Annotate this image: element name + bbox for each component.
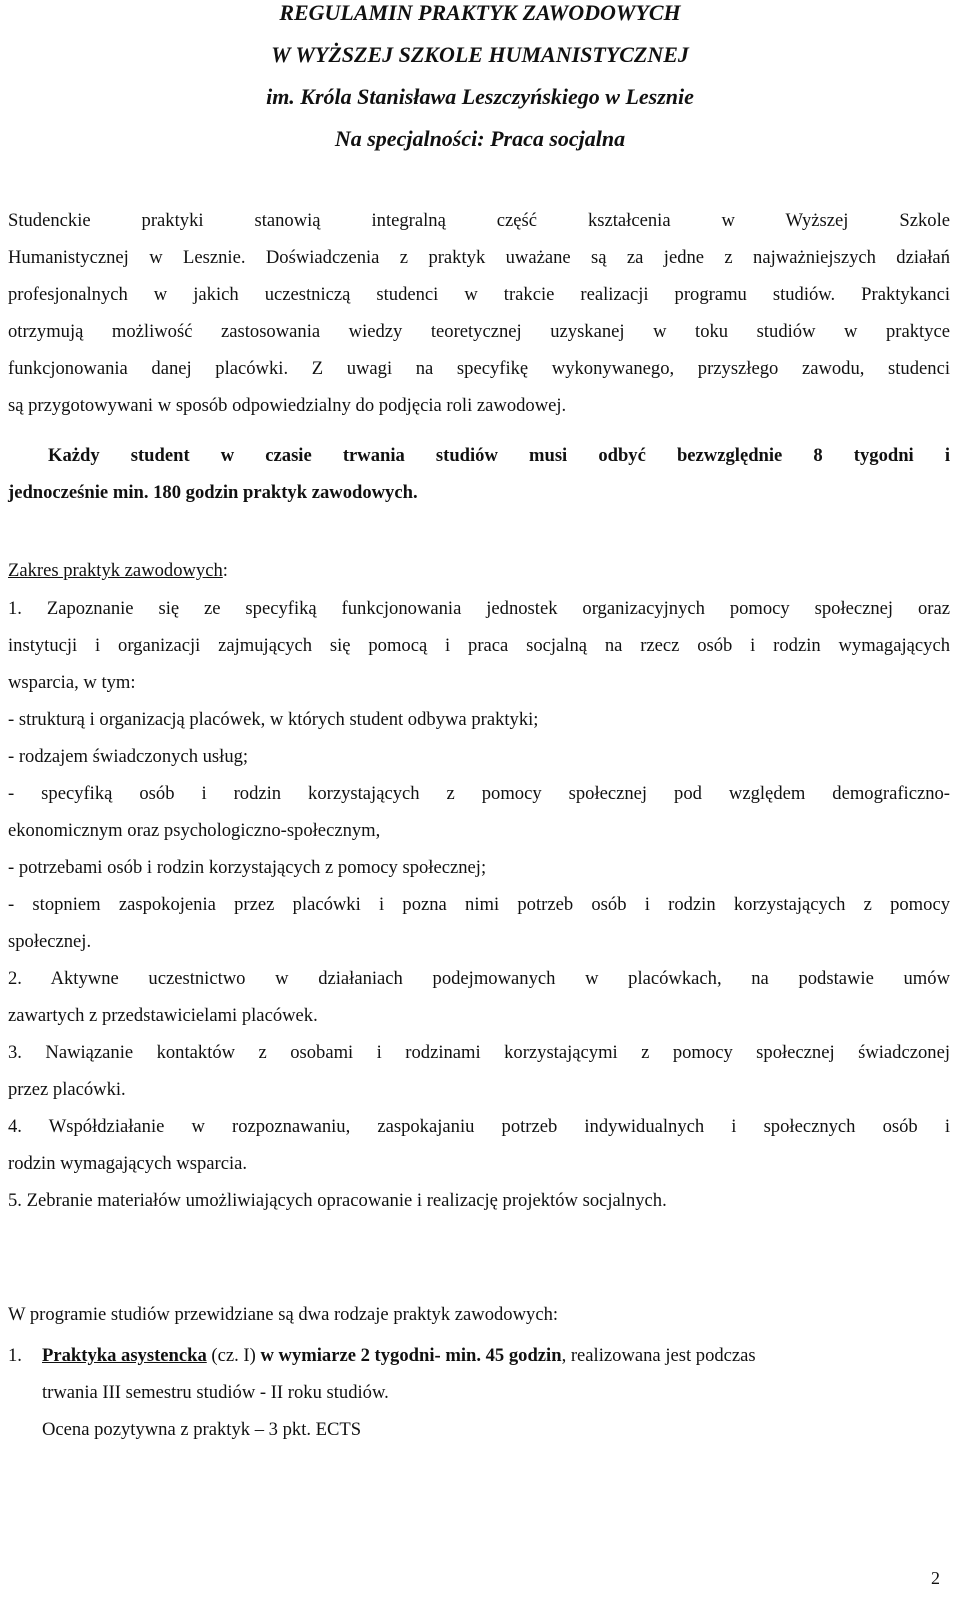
program-item-number: 1. [8,1345,22,1366]
title-line-4: Na specjalności: Praca socjalna [334,126,626,151]
scope-item-1-line: 1. Zapoznanie się ze specyfiką funkcjonowania jednostek organizacyjnych pomocy społecznej oraz [8,598,950,619]
scope-list [8,590,950,1219]
intro-line: są przygotowywani w sposób odpowiedzialny do podjęcia roli zawodowej. [8,395,567,416]
scope-item-2-line: 2. Aktywne uczestnictwo w działaniach podejmowanych w placówkach, na podstawie umów [8,968,950,989]
scope-sub-item: - rodzajem świadczonych usług; [8,746,249,767]
intro-line: Studenckie praktyki stanowią integralną część kształcenia w Wyższej Szkole [8,210,950,231]
requirement-paragraph [8,437,950,511]
intro-paragraph [8,202,950,424]
program-item-part: (cz. I) [206,1345,261,1366]
program-intro [8,1296,950,1333]
program-item-line-3: Ocena pozytywna z praktyk – 3 pkt. ECTS [42,1419,362,1440]
title-line-1: REGULAMIN PRAKTYK ZAWODOWYCH [279,0,681,25]
program-item-rest: , realizowana jest podczas [561,1345,756,1366]
program-item-line-1 [42,1337,950,1374]
requirement-line-2: jednocześnie min. 180 godzin praktyk zawodowych. [8,482,418,503]
scope-item-2-line: zawartych z przedstawicielami placówek. [8,1005,318,1026]
scope-item-4-line: 4. Współdziałanie w rozpoznawaniu, zaspokajaniu potrzeb indywidualnych i społecznych osób i [8,1116,950,1137]
document-title [0,0,960,168]
scope-item-3-line: 3. Nawiązanie kontaktów z osobami i rodzinami korzystającymi z pomocy społecznej świadczonej [8,1042,950,1063]
program-item-1 [8,1337,950,1448]
program-intro-text: W programie studiów przewidziane są dwa rodzaje praktyk zawodowych: [8,1304,559,1325]
intro-line: profesjonalnych w jakich uczestniczą studenci w trakcie realizacji programu studiów. Praktykanci [8,284,950,305]
program-item-name: Praktyka asystencka [42,1345,207,1366]
title-line-3: im. Króla Stanisława Leszczyńskiego w Lesznie [266,84,694,109]
program-item-line-2: trwania III semestru studiów - II roku studiów. [42,1382,389,1403]
intro-line: otrzymują możliwość zastosowania wiedzy teoretycznej uzyskanej w toku studiów w praktyce [8,321,950,342]
scope-item-1-line: wsparcia, w tym: [8,672,136,693]
scope-sub-item: społecznej. [8,931,92,952]
scope-sub-item: - stopniem zaspokojenia przez placówki i pozna nimi potrzeb osób i rodzin korzystających z pomocy [8,894,950,915]
scope-item-4-line: rodzin wymagających wsparcia. [8,1153,248,1174]
scope-sub-item: - strukturą i organizacją placówek, w których student odbywa praktyki; [8,709,539,730]
scope-sub-item: ekonomicznym oraz psychologiczno-społecznym, [8,820,381,841]
requirement-line-1: Każdy student w czasie trwania studiów musi odbyć bezwzględnie 8 tygodni i [48,445,950,466]
scope-heading [8,552,950,589]
program-list [8,1337,950,1448]
title-line-2: W WYŻSZEJ SZKOLE HUMANISTYCZNEJ [271,42,689,67]
scope-item-1-line: instytucji i organizacji zajmujących się pomocą i praca socjalną na rzecz osób i rodzin wymagających [8,635,950,656]
scope-sub-item: - potrzebami osób i rodzin korzystających z pomocy społecznej; [8,857,487,878]
scope-sub-item: - specyfiką osób i rodzin korzystających z pomocy społecznej pod względem demograficzno- [8,783,950,804]
intro-line: funkcjonowania danej placówki. Z uwagi na specyfikę wykonywanego, przyszłego zawodu, studenci [8,358,950,379]
scope-heading-text: Zakres praktyk zawodowych [8,560,223,581]
intro-line: Humanistycznej w Lesznie. Doświadczenia z praktyk uważane są za jedne z najważniejszych działań [8,247,950,268]
scope-item-3-line: przez placówki. [8,1079,126,1100]
page-number: 2 [931,1568,940,1588]
scope-heading-colon: : [222,560,228,581]
scope-item-5-line: 5. Zebranie materiałów umożliwiających opracowanie i realizację projektów socjalnych. [8,1190,667,1211]
program-item-bold: w wymiarze 2 tygodni- min. 45 godzin [260,1345,562,1366]
